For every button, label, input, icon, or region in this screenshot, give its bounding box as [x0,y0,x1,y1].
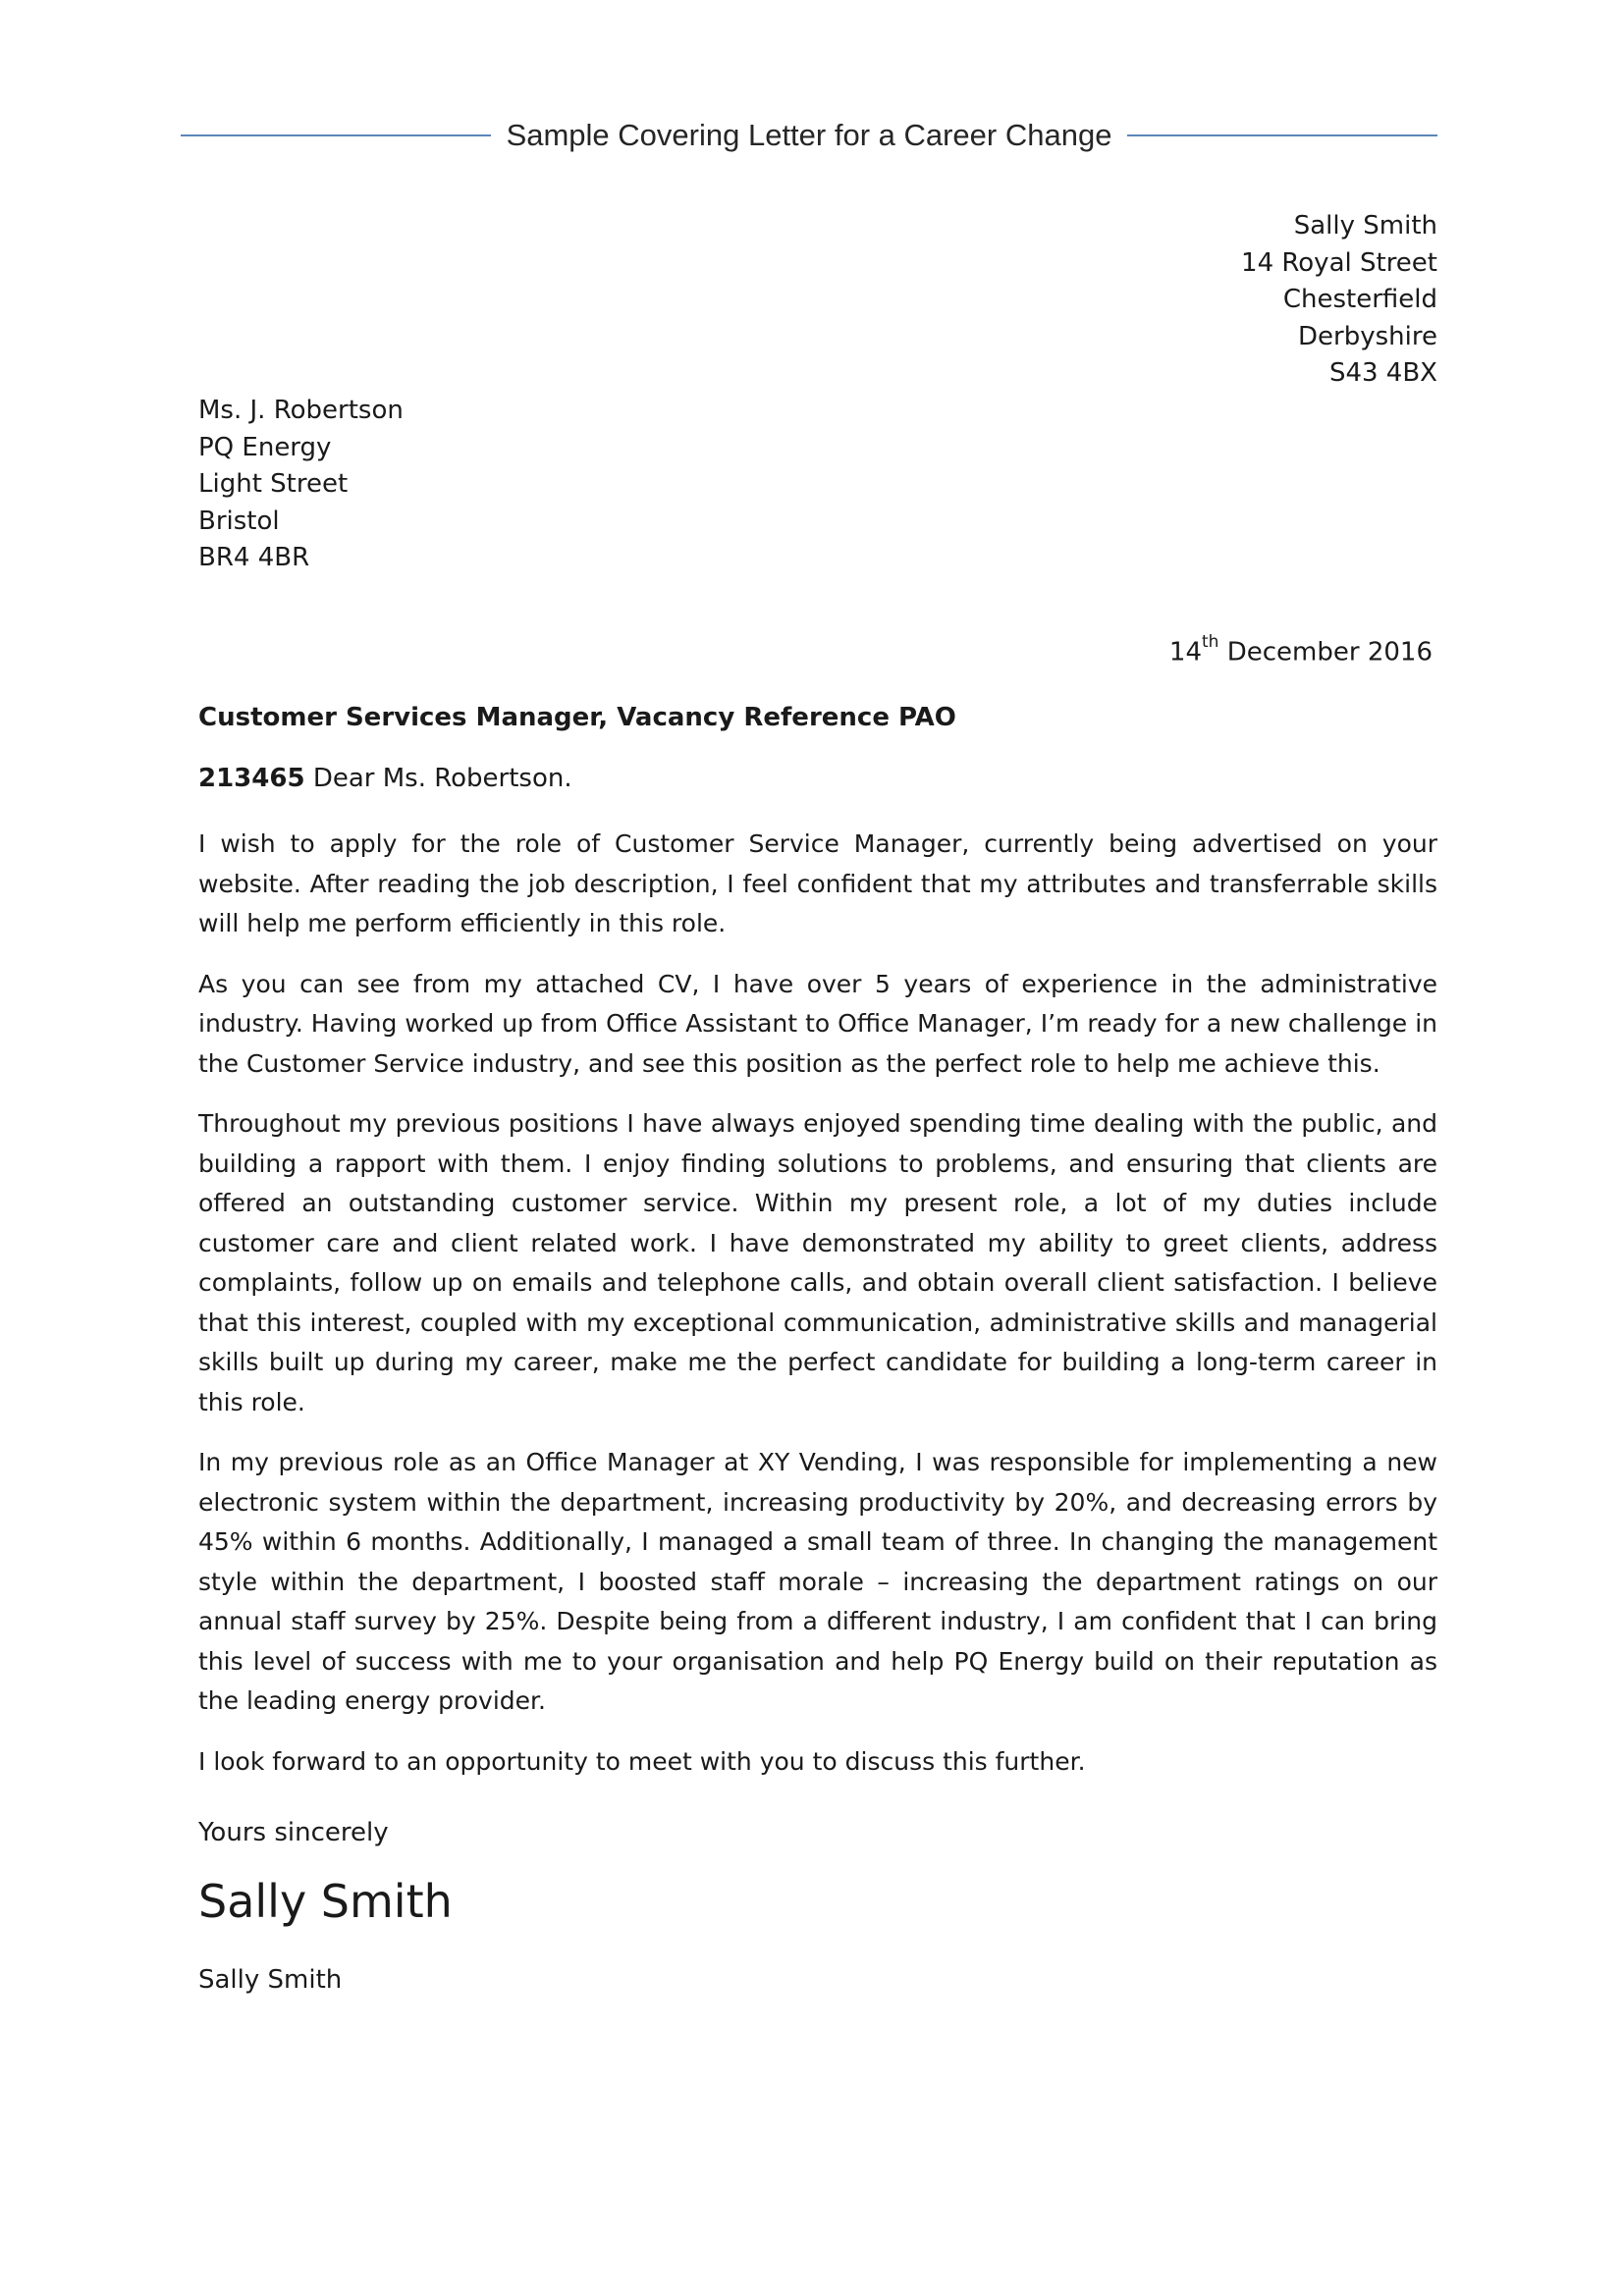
letter-date [1168,632,1433,667]
header-rule-right [1127,134,1437,136]
salutation: Dear Ms. Robertson. [312,764,572,793]
sender-address [1241,208,1437,393]
recipient-name: Ms. J. Robertson [198,396,404,425]
sender-street: 14 Royal Street [1241,247,1437,278]
date-suffix: th [1202,632,1219,652]
body-paragraph: In my previous role as an Office Manager at XY Vending, I was responsible for implementing a new electronic system within the department, increasing productivity by 20%, and decreasing errors by 45% within 6 months. Additionally, I managed a small team of three. In changing the management style within the department, I boosted staff morale – increasing the department ratings on our annual staff survey by 25%. Despite being from a different industry, I am confident that I can bring this level of success with me to your organisation and help PQ Energy build on their reputation as the leading energy provider. [198,1448,1437,1715]
body-paragraph: Throughout my previous positions I have always enjoyed spending time dealing with the public, and building a rapport with them. I enjoy finding solutions to problems, and ensuring that clients are offered an outstanding customer service. Within my present role, a lot of my duties include customer care and client related work. I have demonstrated my ability to greet clients, address complaints, follow up on emails and telephone calls, and obtain overall client satisfaction. I believe that this interest, coupled with my exceptional communication, administrative skills and managerial skills built up during my career, make me the perfect candidate for building a long-term career in this role. [198,1109,1437,1416]
signature: Sally Smith [198,1875,453,1928]
header-rule-left [181,134,491,136]
sender-postcode: S43 4BX [1328,358,1437,388]
sender-county: Derbyshire [1298,321,1437,351]
sender-name: Sally Smith [1293,211,1437,240]
closing-phrase: Yours sincerely [198,1818,389,1847]
subject-line: Customer Services Manager, Vacancy Reference PAO [198,703,956,732]
body-paragraph: I look forward to an opportunity to meet with you to discuss this further. [198,1746,1086,1776]
body-paragraph: I wish to apply for the role of Customer Service Manager, currently being advertised on your website. After reading the job description, I feel confident that my attributes and transferrable skills will help me perform efficiently in this role. [198,829,1437,937]
recipient-address [198,393,404,577]
date-day: 14 [1168,637,1203,667]
vacancy-reference-number: 213465 [198,764,305,793]
recipient-city: Bristol [198,506,280,536]
greeting-line [198,764,572,793]
recipient-company: PQ Energy [198,432,332,462]
letter-body [198,825,1437,1802]
document-header [181,116,1437,155]
printed-name: Sally Smith [198,1965,343,1995]
date-month-year: December 2016 [1226,637,1433,667]
sender-town: Chesterfield [1282,285,1437,314]
recipient-street: Light Street [198,469,349,499]
recipient-postcode: BR4 4BR [198,543,310,572]
body-paragraph: As you can see from my attached CV, I have over 5 years of experience in the administrative industry. Having worked up from Office Assistant to Office Manager, I’m ready for a new challenge in the Customer Service industry, and see this position as the perfect role to help me achieve this. [198,969,1437,1078]
header-title: Sample Covering Letter for a Career Change [506,118,1112,152]
